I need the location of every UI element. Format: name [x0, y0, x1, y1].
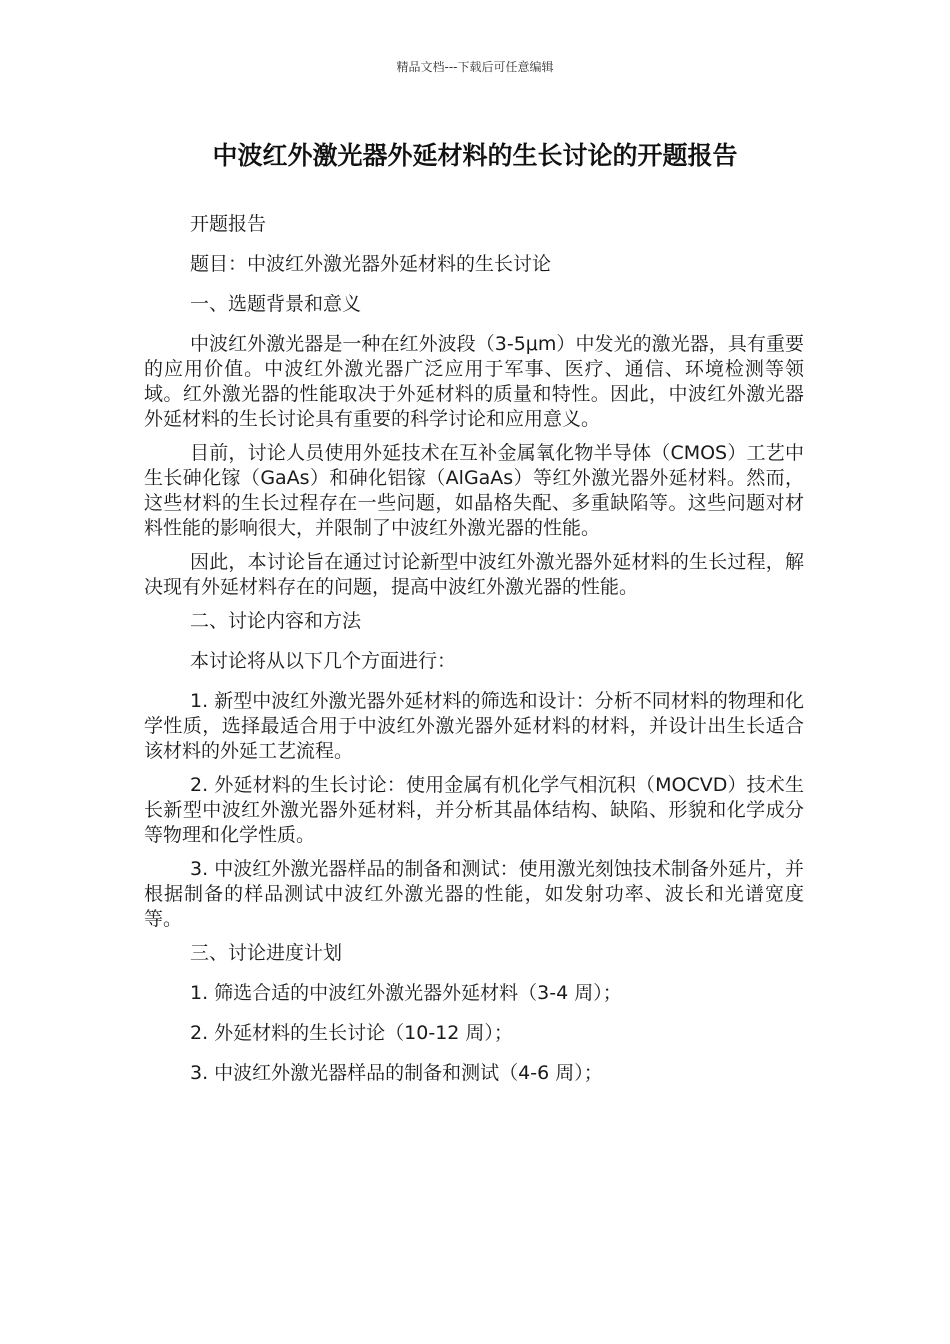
paragraph-content-intro: 本讨论将从以下几个方面进行：	[190, 650, 457, 672]
list-item-content-1: 1. 新型中波红外激光器外延材料的筛选和设计：分析不同材料的物理和化学性质，选择最适合用于中波红外激光器外延材料的材料，并设计出生长适合该材料的外延工艺流程。	[144, 690, 804, 762]
document-body	[144, 212, 804, 1101]
section-heading-background: 一、选题背景和意义	[190, 293, 362, 315]
list-item-schedule-1: 1. 筛选合适的中波红外激光器外延材料（3-4 周）；	[190, 982, 622, 1004]
paragraph-background-3: 因此，本讨论旨在通过讨论新型中波红外激光器外延材料的生长过程，解决现有外延材料存在的问题，提高中波红外激光器的性能。	[144, 551, 804, 598]
document-title: 中波红外激光器外延材料的生长讨论的开题报告	[212, 141, 738, 170]
header-note: 精品文档---下载后可任意编辑	[396, 60, 554, 74]
paragraph-background-1: 中波红外激光器是一种在红外波段（3-5μm）中发光的激光器，具有重要的应用价值。中波红外激光器广泛应用于军事、医疗、通信、环境检测等领域。红外激光器的性能取决于外延材料的质量和特性。因此，中波红外激光器外延材料的生长讨论具有重要的科学讨论和应用意义。	[144, 333, 804, 430]
list-item-content-3: 3. 中波红外激光器样品的制备和测试：使用激光刻蚀技术制备外延片，并根据制备的样品测试中波红外激光器的性能，如发射功率、波长和光谱宽度等。	[144, 858, 804, 930]
topic-line: 题目：中波红外激光器外延材料的生长讨论	[190, 253, 552, 275]
list-item-schedule-3: 3. 中波红外激光器样品的制备和测试（4-6 周）；	[190, 1062, 603, 1084]
section-heading-content: 二、讨论内容和方法	[190, 610, 362, 632]
report-type-label: 开题报告	[190, 213, 267, 235]
list-item-content-2: 2. 外延材料的生长讨论：使用金属有机化学气相沉积（MOCVD）技术生长新型中波红外激光器外延材料，并分析其晶体结构、缺陷、形貌和化学成分等物理和化学性质。	[144, 774, 804, 846]
paragraph-background-2: 目前，讨论人员使用外延技术在互补金属氧化物半导体（CMOS）工艺中生长砷化镓（GaAs）和砷化铝镓（AlGaAs）等红外激光器外延材料。然而，这些材料的生长过程存在一些问题，如晶格失配、多重缺陷等。这些问题对材料性能的影响很大，并限制了中波红外激光器的性能。	[144, 442, 804, 539]
list-item-schedule-2: 2. 外延材料的生长讨论（10-12 周）；	[190, 1022, 513, 1044]
section-heading-schedule: 三、讨论进度计划	[190, 942, 343, 964]
